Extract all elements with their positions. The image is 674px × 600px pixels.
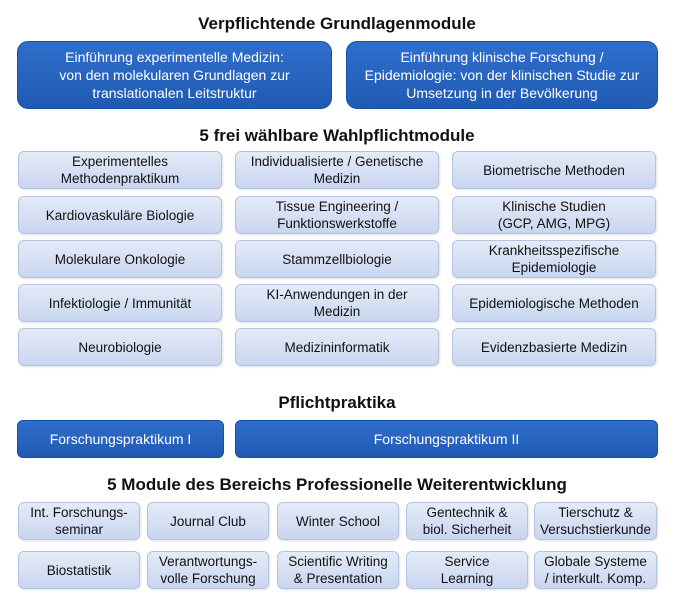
professional-module: Biostatistik (18, 551, 140, 589)
professional-heading: 5 Module des Bereichs Professionelle Weiterentwicklung (107, 475, 567, 494)
elective-module: Experimentelles Methodenpraktikum (18, 151, 222, 189)
professional-module: Tierschutz & Versuchstierkunde (534, 502, 657, 540)
elective-module: Kardiovaskuläre Biologie (18, 196, 222, 234)
elective-module: Epidemiologische Methoden (452, 284, 656, 322)
professional-module: Winter School (277, 502, 399, 540)
mandatory-module-clinical: Einführung klinische Forschung / Epidemiologie: von der klinischen Studie zur Umsetzung in der Bevölkerung (346, 41, 658, 109)
elective-module: Krankheitsspezifische Epidemiologie (452, 240, 656, 278)
elective-module: Individualisierte / Genetische Medizin (235, 151, 439, 189)
professional-module: Scientific Writing & Presentation (277, 551, 399, 589)
internship-research-1: Forschungspraktikum I (17, 420, 224, 458)
elective-module: KI-Anwendungen in der Medizin (235, 284, 439, 322)
mandatory-module-experimental: Einführung experimentelle Medizin: von den molekularen Grundlagen zur translationalen Leitstruktur (17, 41, 332, 109)
internship-research-2: Forschungspraktikum II (235, 420, 658, 458)
electives-heading: 5 frei wählbare Wahlpflichtmodule (199, 126, 475, 145)
elective-module: Stammzellbiologie (235, 240, 439, 278)
professional-module: Service Learning (406, 551, 528, 589)
professional-module: Globale Systeme / interkult. Komp. (534, 551, 657, 589)
elective-module: Tissue Engineering / Funktionswerkstoffe (235, 196, 439, 234)
professional-module: Verantwortungs- volle Forschung (147, 551, 269, 589)
elective-module: Medizininformatik (235, 328, 439, 366)
elective-module: Neurobiologie (18, 328, 222, 366)
mandatory-heading: Verpflichtende Grundlagenmodule (198, 14, 476, 33)
professional-module: Gentechnik & biol. Sicherheit (406, 502, 528, 540)
elective-module: Evidenzbasierte Medizin (452, 328, 656, 366)
professional-module: Int. Forschungs- seminar (18, 502, 140, 540)
elective-module: Molekulare Onkologie (18, 240, 222, 278)
elective-module: Infektiologie / Immunität (18, 284, 222, 322)
elective-module: Klinische Studien (GCP, AMG, MPG) (452, 196, 656, 234)
professional-module: Journal Club (147, 502, 269, 540)
elective-module: Biometrische Methoden (452, 151, 656, 189)
internships-heading: Pflichtpraktika (278, 393, 396, 412)
